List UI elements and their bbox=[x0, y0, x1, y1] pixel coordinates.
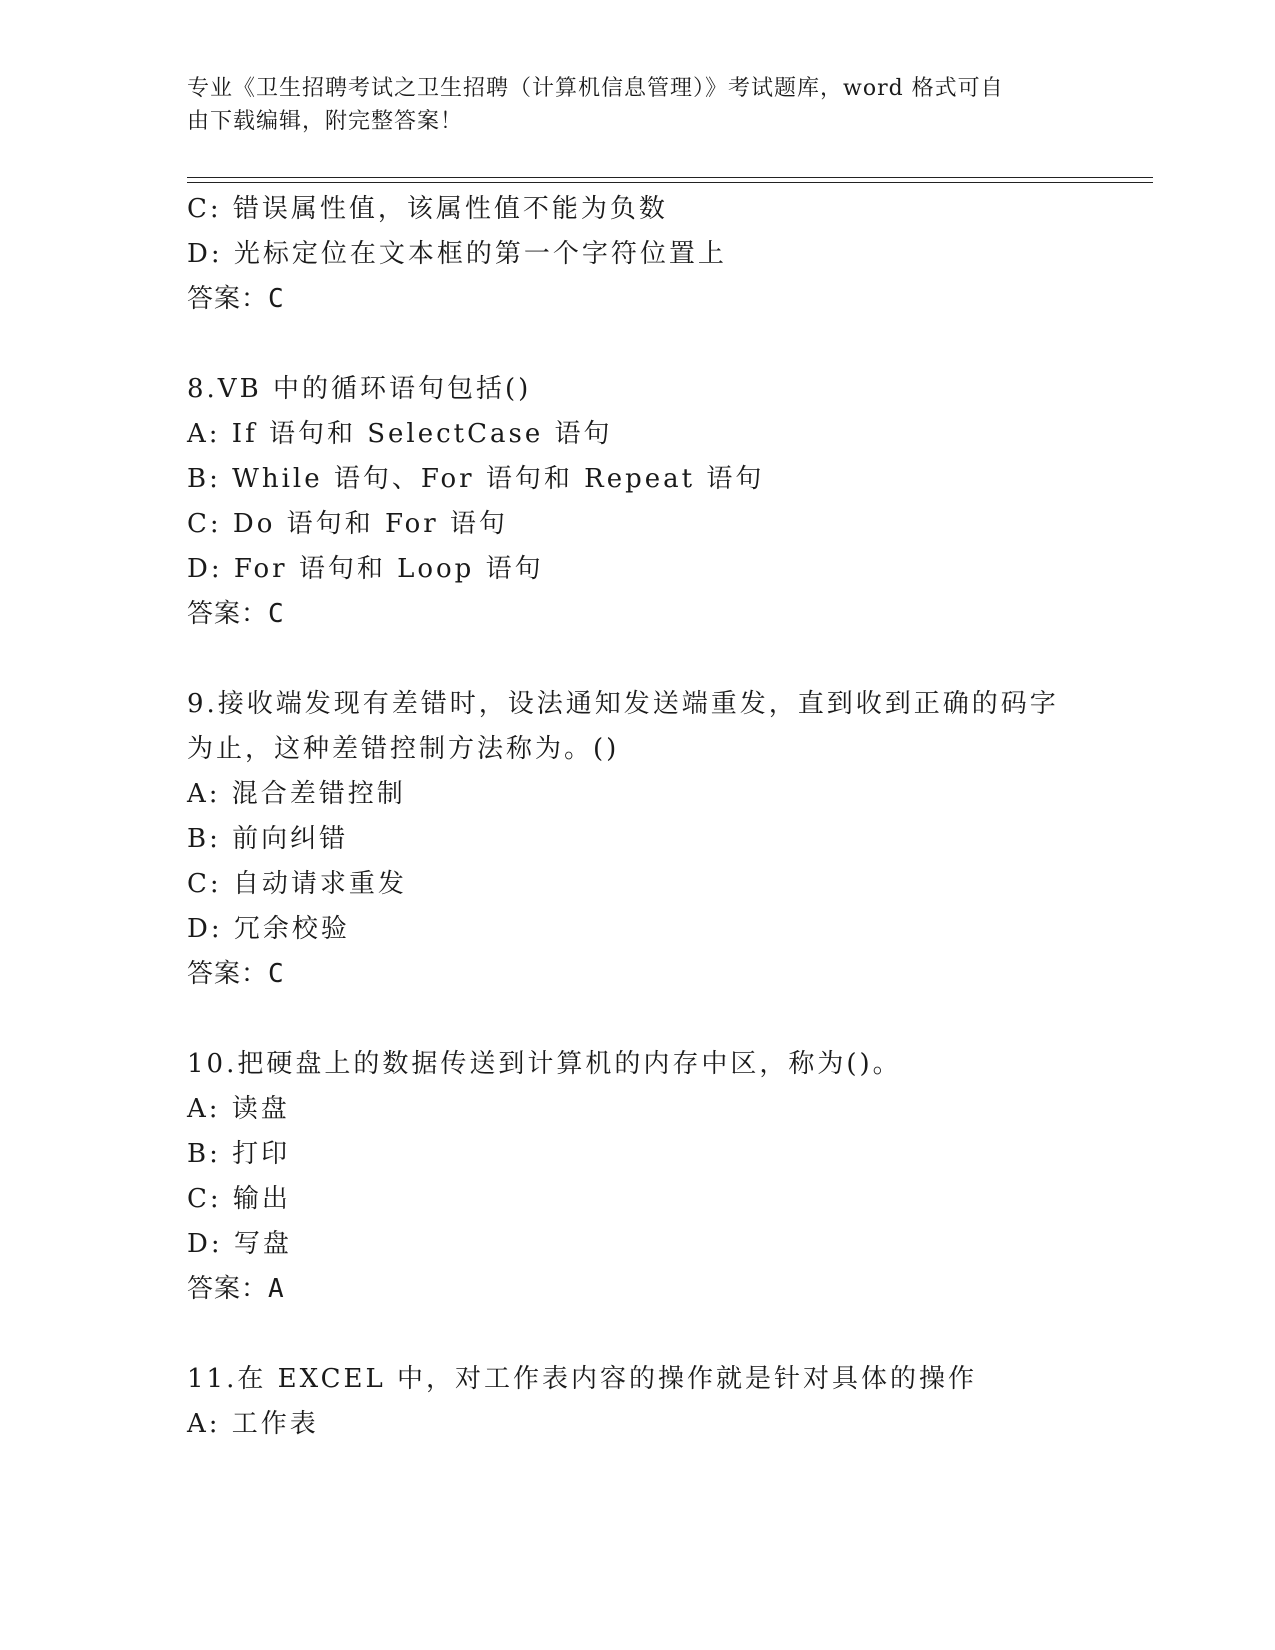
q9-answer: 答案：C bbox=[187, 959, 285, 989]
q8-stem: 8.VB 中的循环语句包括() bbox=[187, 374, 532, 404]
header-divider-top bbox=[187, 177, 1153, 178]
q8-option-a: A: If 语句和 SelectCase 语句 bbox=[187, 419, 613, 449]
q9-option-d: D: 冗余校验 bbox=[187, 914, 350, 944]
q9-option-b: B: 前向纠错 bbox=[187, 824, 349, 854]
prev-option-c: C: 错误属性值，该属性值不能为负数 bbox=[187, 194, 668, 224]
q10-answer: 答案：A bbox=[187, 1274, 285, 1304]
q8-option-c: C: Do 语句和 For 语句 bbox=[187, 509, 508, 539]
q8-option-d: D: For 语句和 Loop 语句 bbox=[187, 554, 544, 584]
q8-option-b: B: While 语句、For 语句和 Repeat 语句 bbox=[187, 464, 765, 494]
q10-option-a: A: 读盘 bbox=[187, 1094, 290, 1124]
q9-stem-line-1: 9.接收端发现有差错时，设法通知发送端重发，直到收到正确的码字 bbox=[187, 689, 1059, 719]
prev-answer: 答案：C bbox=[187, 284, 285, 314]
header-line-1: 专业《卫生招聘考试之卫生招聘（计算机信息管理）》考试题库，word 格式可自 bbox=[187, 76, 1004, 101]
header-line-2: 由下载编辑，附完整答案！ bbox=[187, 109, 464, 134]
q11-option-a: A: 工作表 bbox=[187, 1409, 319, 1439]
q11-stem: 11.在 EXCEL 中，对工作表内容的操作就是针对具体的操作 bbox=[187, 1364, 978, 1394]
q10-option-b: B: 打印 bbox=[187, 1139, 291, 1169]
q10-stem: 10.把硬盘上的数据传送到计算机的内存中区，称为()。 bbox=[187, 1049, 902, 1079]
q10-option-c: C: 输出 bbox=[187, 1184, 291, 1214]
q9-option-a: A: 混合差错控制 bbox=[187, 779, 406, 809]
document-header bbox=[187, 72, 1067, 138]
prev-option-d: D: 光标定位在文本框的第一个字符位置上 bbox=[187, 239, 727, 269]
q10-option-d: D: 写盘 bbox=[187, 1229, 292, 1259]
q8-answer: 答案：C bbox=[187, 599, 285, 629]
q9-stem-line-2: 为止，这种差错控制方法称为。() bbox=[187, 734, 620, 764]
q9-option-c: C: 自动请求重发 bbox=[187, 869, 407, 899]
header-divider-bottom bbox=[187, 182, 1153, 183]
